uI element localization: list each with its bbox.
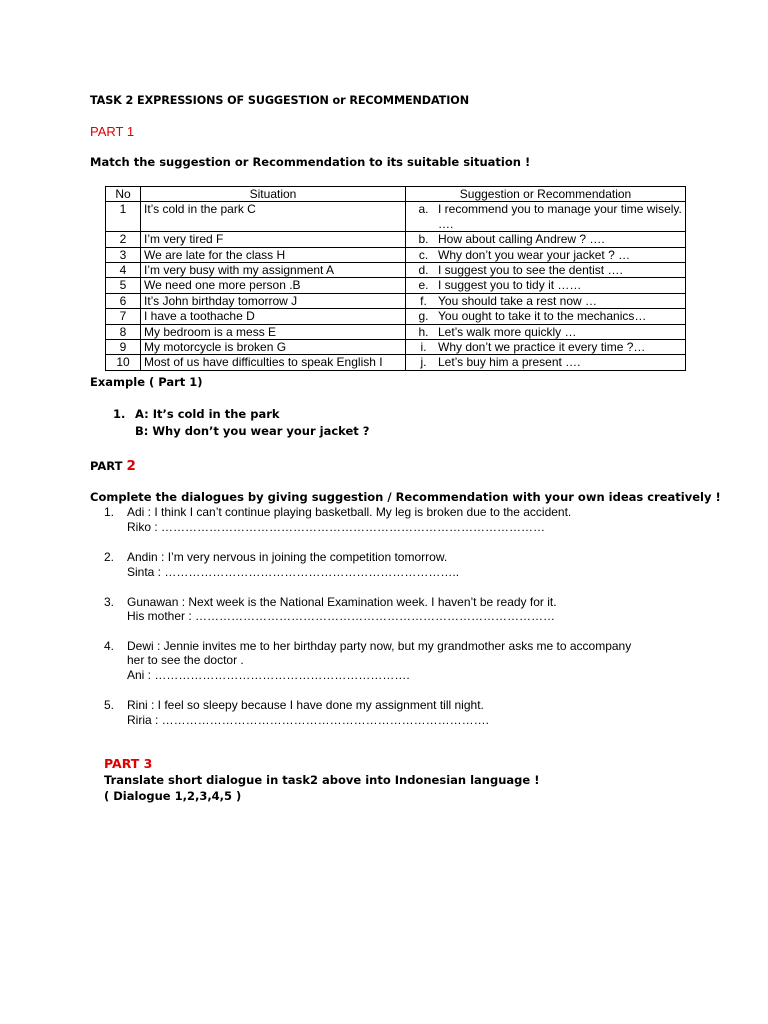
situation-cell: My motorcycle is broken G bbox=[141, 340, 406, 355]
suggestion-cell bbox=[406, 247, 686, 262]
part2-instruction: Complete the dialogues by giving suggestion / Recommendation with your own ideas creatively ! bbox=[90, 490, 721, 504]
suggestion-cell bbox=[406, 263, 686, 278]
suggestion-text: I suggest you to tidy it …… bbox=[438, 278, 582, 293]
row-number: 1 bbox=[106, 202, 141, 232]
dialogue-number: 3. bbox=[104, 595, 115, 609]
suggestion-text: Why don’t we practice it every time ?… bbox=[438, 340, 646, 355]
table-row bbox=[106, 355, 686, 370]
dialogue-number: 4. bbox=[104, 639, 115, 653]
situation-cell: I’m very busy with my assignment A bbox=[141, 263, 406, 278]
dialogue-number: 2. bbox=[104, 550, 115, 564]
row-number: 2 bbox=[106, 232, 141, 247]
dialogue-answer-line: Riko : …………………………………………………………………………………… bbox=[127, 520, 546, 534]
part3-instruction: Translate short dialogue in task2 above into Indonesian language ! bbox=[104, 773, 540, 787]
dialogue-line: Adi : I think I can’t continue playing basketball. My leg is broken due to the accident. bbox=[127, 505, 572, 519]
row-number: 7 bbox=[106, 309, 141, 324]
row-number: 5 bbox=[106, 278, 141, 293]
suggestion-letter: f. bbox=[420, 293, 427, 308]
suggestion-letter: j. bbox=[420, 355, 427, 370]
suggestion-text: You ought to take it to the mechanics… bbox=[438, 309, 647, 324]
worksheet-title: TASK 2 EXPRESSIONS OF SUGGESTION or RECOMMENDATION bbox=[90, 94, 469, 107]
header-situation: Situation bbox=[141, 187, 406, 202]
suggestion-cell bbox=[406, 324, 686, 339]
suggestion-cell bbox=[406, 202, 686, 232]
suggestion-text: Why don’t you wear your jacket ? … bbox=[438, 247, 631, 262]
part2-heading bbox=[90, 458, 136, 474]
matching-table bbox=[105, 186, 686, 371]
suggestion-cell bbox=[406, 232, 686, 247]
suggestion-cell bbox=[406, 340, 686, 355]
suggestion-text: How about calling Andrew ? …. bbox=[438, 232, 605, 247]
suggestion-letter: e. bbox=[418, 278, 429, 293]
suggestion-letter: h. bbox=[418, 324, 429, 339]
suggestion-text: Let’s walk more quickly … bbox=[438, 324, 577, 339]
table-row bbox=[106, 309, 686, 324]
row-number: 8 bbox=[106, 324, 141, 339]
table-header-row bbox=[106, 187, 686, 202]
table-row bbox=[106, 232, 686, 247]
part1-instruction: Match the suggestion or Recommendation to its suitable situation ! bbox=[90, 155, 531, 169]
row-number: 3 bbox=[106, 247, 141, 262]
suggestion-cell bbox=[406, 278, 686, 293]
dialogue-number: 1. bbox=[104, 505, 115, 519]
situation-cell: I have a toothache D bbox=[141, 309, 406, 324]
row-number: 9 bbox=[106, 340, 141, 355]
table-row bbox=[106, 247, 686, 262]
part3-dialogue-list: ( Dialogue 1,2,3,4,5 ) bbox=[104, 789, 242, 803]
suggestion-text: I suggest you to see the dentist …. bbox=[438, 263, 623, 278]
situation-cell: We need one more person .B bbox=[141, 278, 406, 293]
table-row bbox=[106, 340, 686, 355]
table-row bbox=[106, 202, 686, 232]
suggestion-cell bbox=[406, 293, 686, 308]
part2-label: PART bbox=[90, 459, 127, 473]
row-number: 4 bbox=[106, 263, 141, 278]
situation-cell: I’m very tired F bbox=[141, 232, 406, 247]
suggestion-letter: d. bbox=[418, 263, 429, 278]
suggestion-letter: g. bbox=[418, 309, 429, 324]
dialogue-line: Gunawan : Next week is the National Examination week. I haven’t be ready for it. bbox=[127, 595, 557, 609]
suggestion-letter: a. bbox=[418, 202, 429, 217]
situation-cell: It’s cold in the park C bbox=[141, 202, 406, 232]
example-heading: Example ( Part 1) bbox=[90, 375, 203, 389]
header-suggestion: Suggestion or Recommendation bbox=[406, 187, 686, 202]
example-line-b: B: Why don’t you wear your jacket ? bbox=[135, 424, 370, 438]
dialogue-answer-line: His mother : ……………………………………………………………………………… bbox=[127, 609, 556, 623]
dialogue-number: 5. bbox=[104, 698, 115, 712]
situation-cell: It’s John birthday tomorrow J bbox=[141, 293, 406, 308]
situation-cell: My bedroom is a mess E bbox=[141, 324, 406, 339]
suggestion-cell bbox=[406, 309, 686, 324]
row-number: 6 bbox=[106, 293, 141, 308]
dialogue-answer-line: Ani : ………………………………………………………. bbox=[127, 668, 410, 682]
suggestion-letter: c. bbox=[418, 247, 429, 262]
part2-number: 2 bbox=[126, 458, 136, 474]
situation-cell: We are late for the class H bbox=[141, 247, 406, 262]
table-row bbox=[106, 293, 686, 308]
suggestion-letter: b. bbox=[418, 232, 429, 247]
table-row bbox=[106, 278, 686, 293]
table-row bbox=[106, 324, 686, 339]
part1-heading: PART 1 bbox=[90, 124, 135, 139]
header-no: No bbox=[106, 187, 141, 202]
dialogue-line: Rini : I feel so sleepy because I have done my assignment till night. bbox=[127, 698, 484, 712]
part3-heading: PART 3 bbox=[104, 756, 153, 771]
dialogue-line: Andin : I’m very nervous in joining the competition tomorrow. bbox=[127, 550, 448, 564]
suggestion-text: I recommend you to manage your time wisely. …. bbox=[438, 202, 682, 231]
table-row bbox=[106, 263, 686, 278]
suggestion-letter: i. bbox=[420, 340, 427, 355]
example-line-a: A: It’s cold in the park bbox=[135, 407, 280, 421]
dialogue-answer-line: Riria : ………………………………………………………………………. bbox=[127, 713, 490, 727]
situation-cell: Most of us have difficulties to speak English I bbox=[141, 355, 406, 370]
dialogue-answer-line: Sinta : ……………………………………………………………….. bbox=[127, 565, 460, 579]
suggestion-text: You should take a rest now … bbox=[438, 293, 597, 308]
example-number: 1. bbox=[113, 407, 126, 421]
row-number: 10 bbox=[106, 355, 141, 370]
dialogue-line: her to see the doctor . bbox=[127, 653, 244, 667]
suggestion-text: Let’s buy him a present …. bbox=[438, 355, 581, 370]
suggestion-cell bbox=[406, 355, 686, 370]
dialogue-line: Dewi : Jennie invites me to her birthday party now, but my grandmother asks me to accompany bbox=[127, 639, 632, 653]
